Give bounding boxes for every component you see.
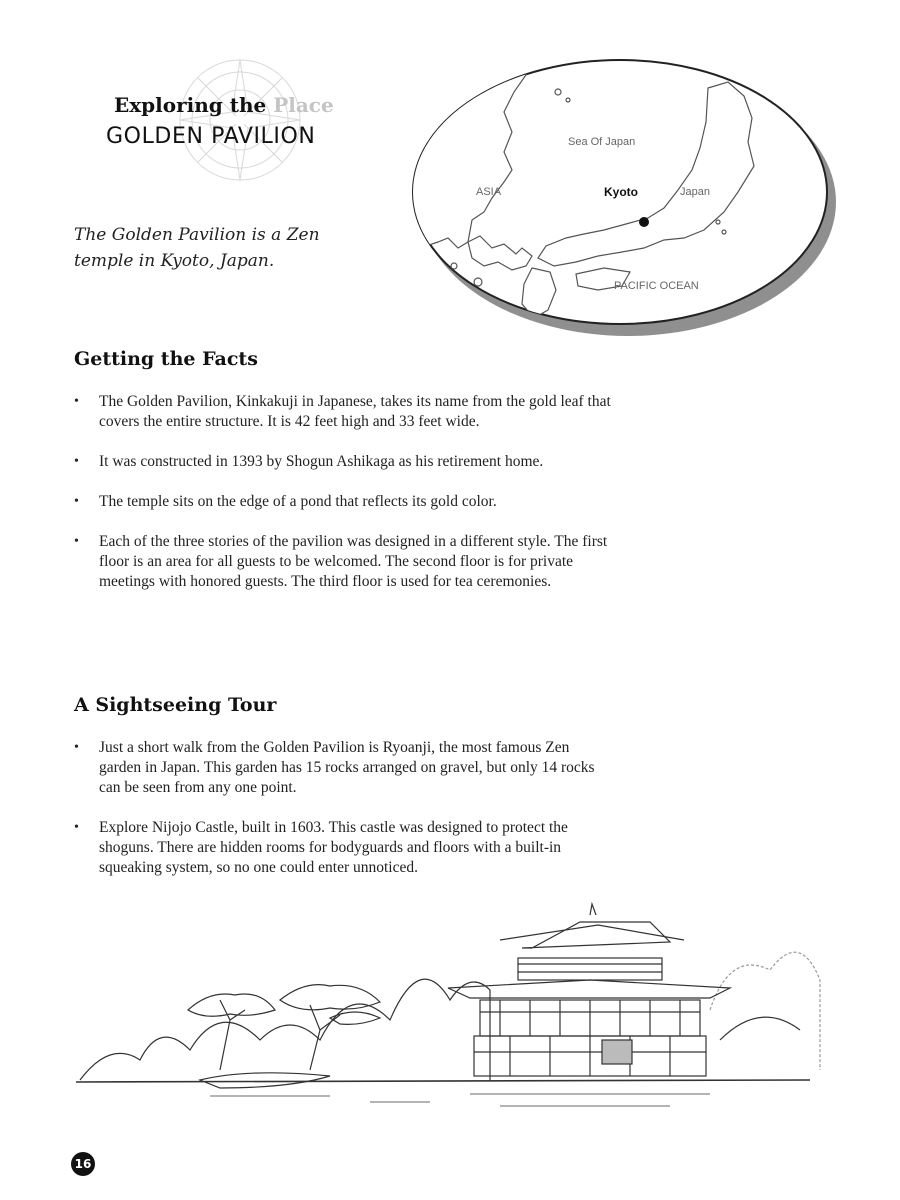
bullet: • [74,740,79,755]
page-number: 16 [71,1152,95,1176]
list-item: • The temple sits on the edge of a pond that reflects its gold color. [74,493,497,510]
bullet: • [74,494,79,509]
tour-heading: A Sightseeing Tour [74,694,277,716]
map-label-kyoto: Kyoto [604,185,638,199]
japan-map [408,52,838,342]
list-item: • Explore Nijojo Castle, built in 1603. This castle was designed to protect the shoguns. There are hidden rooms for bodyguards and floors with a built-in squeaking system, so no one could enter unnoticed. [74,819,568,876]
bullet: • [74,534,79,549]
facts-list [74,392,614,612]
page-subtitle: GOLDEN PAVILION [106,124,316,149]
map-label-asia: ASIA [476,186,502,198]
intro-text: The Golden Pavilion is a Zen temple in Kyoto, Japan. [74,225,320,271]
map-label-sea: Sea Of Japan [568,136,636,148]
bullet: • [74,394,79,409]
map-label-japan: Japan [680,186,710,198]
compass-rose-icon [176,56,304,184]
list-item: • Just a short walk from the Golden Pavilion is Ryoanji, the most famous Zen garden in Japan. This garden has 15 rocks arranged on gravel, but only 14 rocks can be seen from any one point. [74,739,595,796]
tour-list [74,738,614,898]
facts-heading: Getting the Facts [74,348,258,370]
kyoto-marker-icon [639,217,649,227]
list-item: • It was constructed in 1393 by Shogun Ashikaga as his retirement home. [74,453,544,470]
list-item: • Each of the three stories of the pavilion was designed in a different style. The first floor is an area for all guests to be welcomed. The second floor is for private meetings with honored guests. The third floor is used for tea ceremonies. [74,533,608,590]
golden-pavilion-illustration [70,890,830,1115]
bullet: • [74,820,79,835]
list-item: • The Golden Pavilion, Kinkakuji in Japanese, takes its name from the gold leaf that covers the entire structure. It is 42 feet high and 33 feet wide. [74,393,611,430]
title-accent: Place [273,93,334,117]
map-label-ocean: PACIFIC OCEAN [614,280,699,292]
page-title: Exploring the Place [114,93,334,117]
bullet: • [74,454,79,469]
